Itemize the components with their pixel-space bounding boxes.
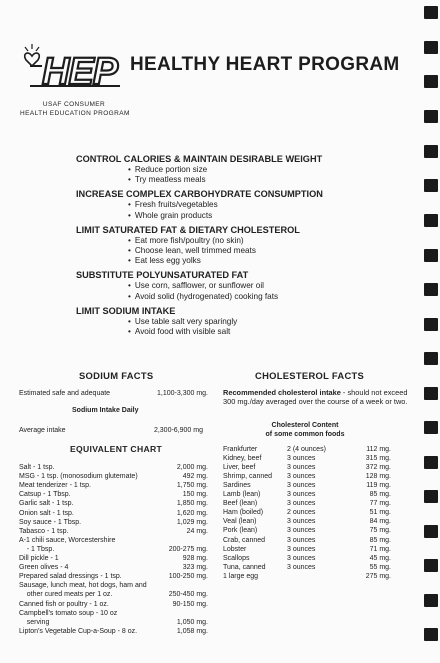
binding-tab <box>424 145 438 158</box>
cholesterol-facts-title: CHOLESTEROL FACTS <box>255 370 365 381</box>
binding-tab <box>424 6 438 19</box>
average-intake-value: 2,300-6,900 mg <box>153 427 203 434</box>
binding-tab <box>424 352 438 365</box>
sodium-item-label: Catsup - 1 Tbsp. <box>19 491 71 499</box>
sodium-item-label: Campbell's tomato soup - 10 oz <box>19 609 118 617</box>
cholesterol-food-mg: 45 mg. <box>369 554 391 562</box>
cholesterol-food-amount: 2 (4 ounces) <box>287 446 326 453</box>
cholesterol-food-mg: 51 mg. <box>369 509 391 517</box>
sodium-item-value: 1,850 mg. <box>176 500 208 508</box>
cholesterol-food-name: Shrimp, canned <box>223 473 273 481</box>
cholesterol-food-mg: 85 mg. <box>369 536 391 544</box>
guideline-item: • Use corn, safflower, or sunflower oil <box>76 281 376 291</box>
guideline-item: • Reduce portion size <box>76 165 376 175</box>
sodium-item-value: 100-250 mg. <box>168 573 208 581</box>
cholesterol-food-amount: 3 ounces <box>287 527 316 535</box>
cholesterol-food-name: Kidney, beef <box>223 455 262 463</box>
binding-tab <box>424 628 438 641</box>
guideline-heading: LIMIT SODIUM INTAKE <box>76 305 176 316</box>
cholesterol-food-mg: 55 mg. <box>369 563 391 571</box>
binding-tab <box>424 387 438 400</box>
sodium-item-value: 24 mg. <box>186 527 208 535</box>
binding-tab <box>424 249 438 262</box>
sodium-item-value: 200-275 mg. <box>168 545 208 553</box>
cholesterol-food-amount: 3 ounces <box>287 473 316 481</box>
recommended-intake-text <box>223 388 421 406</box>
sodium-item-label: serving <box>19 618 50 626</box>
sodium-item-label: Sausage, lunch meat, hot dogs, ham and <box>19 582 147 590</box>
cholesterol-food-name: Crab, canned <box>223 536 266 544</box>
sodium-daily-title: Sodium Intake Daily <box>72 407 139 414</box>
sodium-item-label: MSG - 1 tsp. (monosodium glutemate) <box>19 473 138 481</box>
cholesterol-food-amount: 3 ounces <box>287 554 316 562</box>
sodium-facts-title: SODIUM FACTS <box>79 370 154 381</box>
binding-tab <box>424 179 438 192</box>
cholesterol-food-amount: 2 ounces <box>287 509 316 517</box>
guideline-heading: SUBSTITUTE POLYUNSATURATED FAT <box>76 270 249 281</box>
cholesterol-content-line-1: Cholesterol Content <box>271 422 339 429</box>
guideline-item: • Choose lean, well trimmed meats <box>76 246 376 256</box>
binding-tab <box>424 318 438 331</box>
sodium-item-label: A-1 chili sauce, Worcestershire <box>19 536 116 544</box>
binding-tab <box>424 559 438 572</box>
sodium-item-label: Meat tenderizer - 1 tsp. <box>19 482 91 490</box>
cholesterol-food-mg: 275 mg. <box>365 572 391 580</box>
program-title: HEALTHY HEART PROGRAM <box>130 54 400 75</box>
cholesterol-food-amount: 3 ounces <box>287 455 316 463</box>
sodium-item-value: 1,050 mg. <box>176 618 208 626</box>
binding-tab <box>424 75 438 88</box>
sodium-item-value: 1,750 mg. <box>176 482 208 490</box>
binding-tab <box>424 525 438 538</box>
sodium-item-label: Onion salt - 1 tsp. <box>19 509 74 517</box>
safe-intake-label: Estimated safe and adequate <box>19 390 111 397</box>
guideline-item: • Try meatless meals <box>76 175 376 185</box>
cholesterol-food-mg: 372 mg. <box>365 464 391 472</box>
binding-tab <box>424 41 438 54</box>
cholesterol-food-amount: 3 ounces <box>287 500 316 508</box>
safe-intake-value: 1,100-3,300 mg. <box>157 390 208 397</box>
sodium-item-value: 1,029 mg. <box>176 518 208 526</box>
sodium-item-label: Dill pickle - 1 <box>19 555 59 562</box>
binding-tab <box>424 110 438 123</box>
guideline-item: • Eat more fish/poultry (no skin) <box>76 236 376 246</box>
average-intake-label: Average intake <box>19 427 66 434</box>
guideline-item: • Eat less egg yolks <box>76 256 376 266</box>
guideline-item: • Avoid solid (hydrogenated) cooking fats <box>76 292 376 302</box>
spiral-binding <box>420 0 440 663</box>
sodium-item-label: Canned fish or poultry - 1 oz. <box>19 600 109 608</box>
organization-name <box>20 101 128 118</box>
org-line-2: HEALTH EDUCATION PROGRAM <box>20 109 130 117</box>
equivalent-chart-title: EQUIVALENT CHART <box>70 444 163 454</box>
sodium-item-label: Tabasco - 1 tsp. <box>19 527 69 535</box>
cholesterol-food-amount: 3 ounces <box>287 563 316 571</box>
cholesterol-food-name: Frankfurter <box>223 446 258 453</box>
guideline-item: • Use table salt very sparingly <box>76 317 376 327</box>
sodium-item-value: 1,620 mg. <box>176 509 208 517</box>
sodium-item-label: Prepared salad dressings - 1 tsp. <box>19 573 122 581</box>
cholesterol-food-name: Sardines <box>223 482 251 490</box>
cholesterol-food-amount: 3 ounces <box>287 545 316 553</box>
sodium-item-label: - 1 Tbsp. <box>19 545 55 553</box>
cholesterol-food-name: Scallops <box>223 554 250 562</box>
sodium-item-value: 250-450 mg. <box>168 591 208 599</box>
cholesterol-food-amount: 3 ounces <box>287 482 316 490</box>
binding-tab <box>424 490 438 503</box>
cholesterol-food-mg: 112 mg. <box>366 446 391 453</box>
hep-heart-logo <box>22 40 126 94</box>
recommended-intake-label: Recommended cholesterol intake <box>223 388 341 397</box>
cholesterol-food-mg: 119 mg. <box>366 482 391 490</box>
cholesterol-food-name: Ham (boiled) <box>223 509 264 517</box>
cholesterol-content-title <box>250 422 360 439</box>
guideline-item: • Fresh fruits/vegetables <box>76 200 376 210</box>
cholesterol-food-name: Pork (lean) <box>223 527 258 535</box>
binding-tab <box>424 214 438 227</box>
guideline-heading: LIMIT SATURATED FAT & DIETARY CHOLESTEROL <box>76 224 300 235</box>
cholesterol-food-amount: 3 ounces <box>287 491 316 499</box>
cholesterol-food-name: Beef (lean) <box>223 500 258 508</box>
guideline-item: • Avoid food with visible salt <box>76 327 376 337</box>
sodium-item-value: 323 mg. <box>182 564 208 572</box>
cholesterol-food-name: Lobster <box>223 545 247 553</box>
cholesterol-food-amount: 3 ounces <box>287 518 316 526</box>
cholesterol-food-name: Lamb (lean) <box>223 491 261 499</box>
cholesterol-food-mg: 75 mg. <box>369 527 391 535</box>
binding-tab <box>424 456 438 469</box>
sodium-item-value: 150 mg. <box>182 491 208 499</box>
cholesterol-food-name: Tuna, canned <box>223 563 266 571</box>
sodium-item-label: Salt - 1 tsp. <box>19 464 55 471</box>
cholesterol-food-amount: 3 ounces <box>287 536 316 544</box>
sodium-item-value: 2,000 mg. <box>176 464 208 471</box>
cholesterol-food-name: 1 large egg <box>223 572 259 580</box>
sodium-item-label: Garlic salt - 1 tsp. <box>19 500 74 508</box>
org-line-1: USAF CONSUMER <box>42 101 106 108</box>
guideline-item: • Whole grain products <box>76 211 376 221</box>
cholesterol-food-amount: 3 ounces <box>287 464 316 472</box>
guideline-heading: CONTROL CALORIES & MAINTAIN DESIRABLE WEIGHT <box>76 154 323 164</box>
cholesterol-content-line-2: of some common foods <box>265 430 345 438</box>
binding-tab <box>424 283 438 296</box>
cholesterol-food-mg: 77 mg. <box>369 500 391 508</box>
sodium-item-label: Green olives - 4 <box>19 564 69 572</box>
cholesterol-food-mg: 84 mg. <box>369 518 391 526</box>
binding-tab <box>424 421 438 434</box>
sodium-item-value: 928 mg. <box>182 555 208 562</box>
cholesterol-food-name: Liver, beef <box>223 464 256 472</box>
cholesterol-food-mg: 315 mg. <box>365 455 391 463</box>
sodium-item-label: Lipton's Vegetable Cup-a-Soup - 8 oz. <box>19 627 138 635</box>
cholesterol-food-mg: 71 mg. <box>369 545 391 553</box>
sodium-item-value: 1,058 mg. <box>176 627 208 635</box>
recommended-intake-detail: - should not exceed 300 mg./day averaged over the course of a week or two. <box>223 388 408 406</box>
svg-text:HEP: HEP <box>42 51 118 93</box>
sodium-item-value: 90-150 mg. <box>172 600 208 608</box>
sodium-item-label: Soy sauce - 1 Tbsp. <box>19 518 82 526</box>
sodium-item-label: other cured meats per 1 oz. <box>19 591 113 599</box>
cholesterol-food-name: Veal (lean) <box>223 518 257 526</box>
cholesterol-food-mg: 128 mg. <box>365 473 391 481</box>
sodium-item-value: 492 mg. <box>182 473 208 481</box>
cholesterol-food-mg: 85 mg. <box>369 491 391 499</box>
guideline-heading: INCREASE COMPLEX CARBOHYDRATE CONSUMPTION <box>76 189 323 200</box>
binding-tab <box>424 594 438 607</box>
dietary-guidelines <box>76 150 376 337</box>
